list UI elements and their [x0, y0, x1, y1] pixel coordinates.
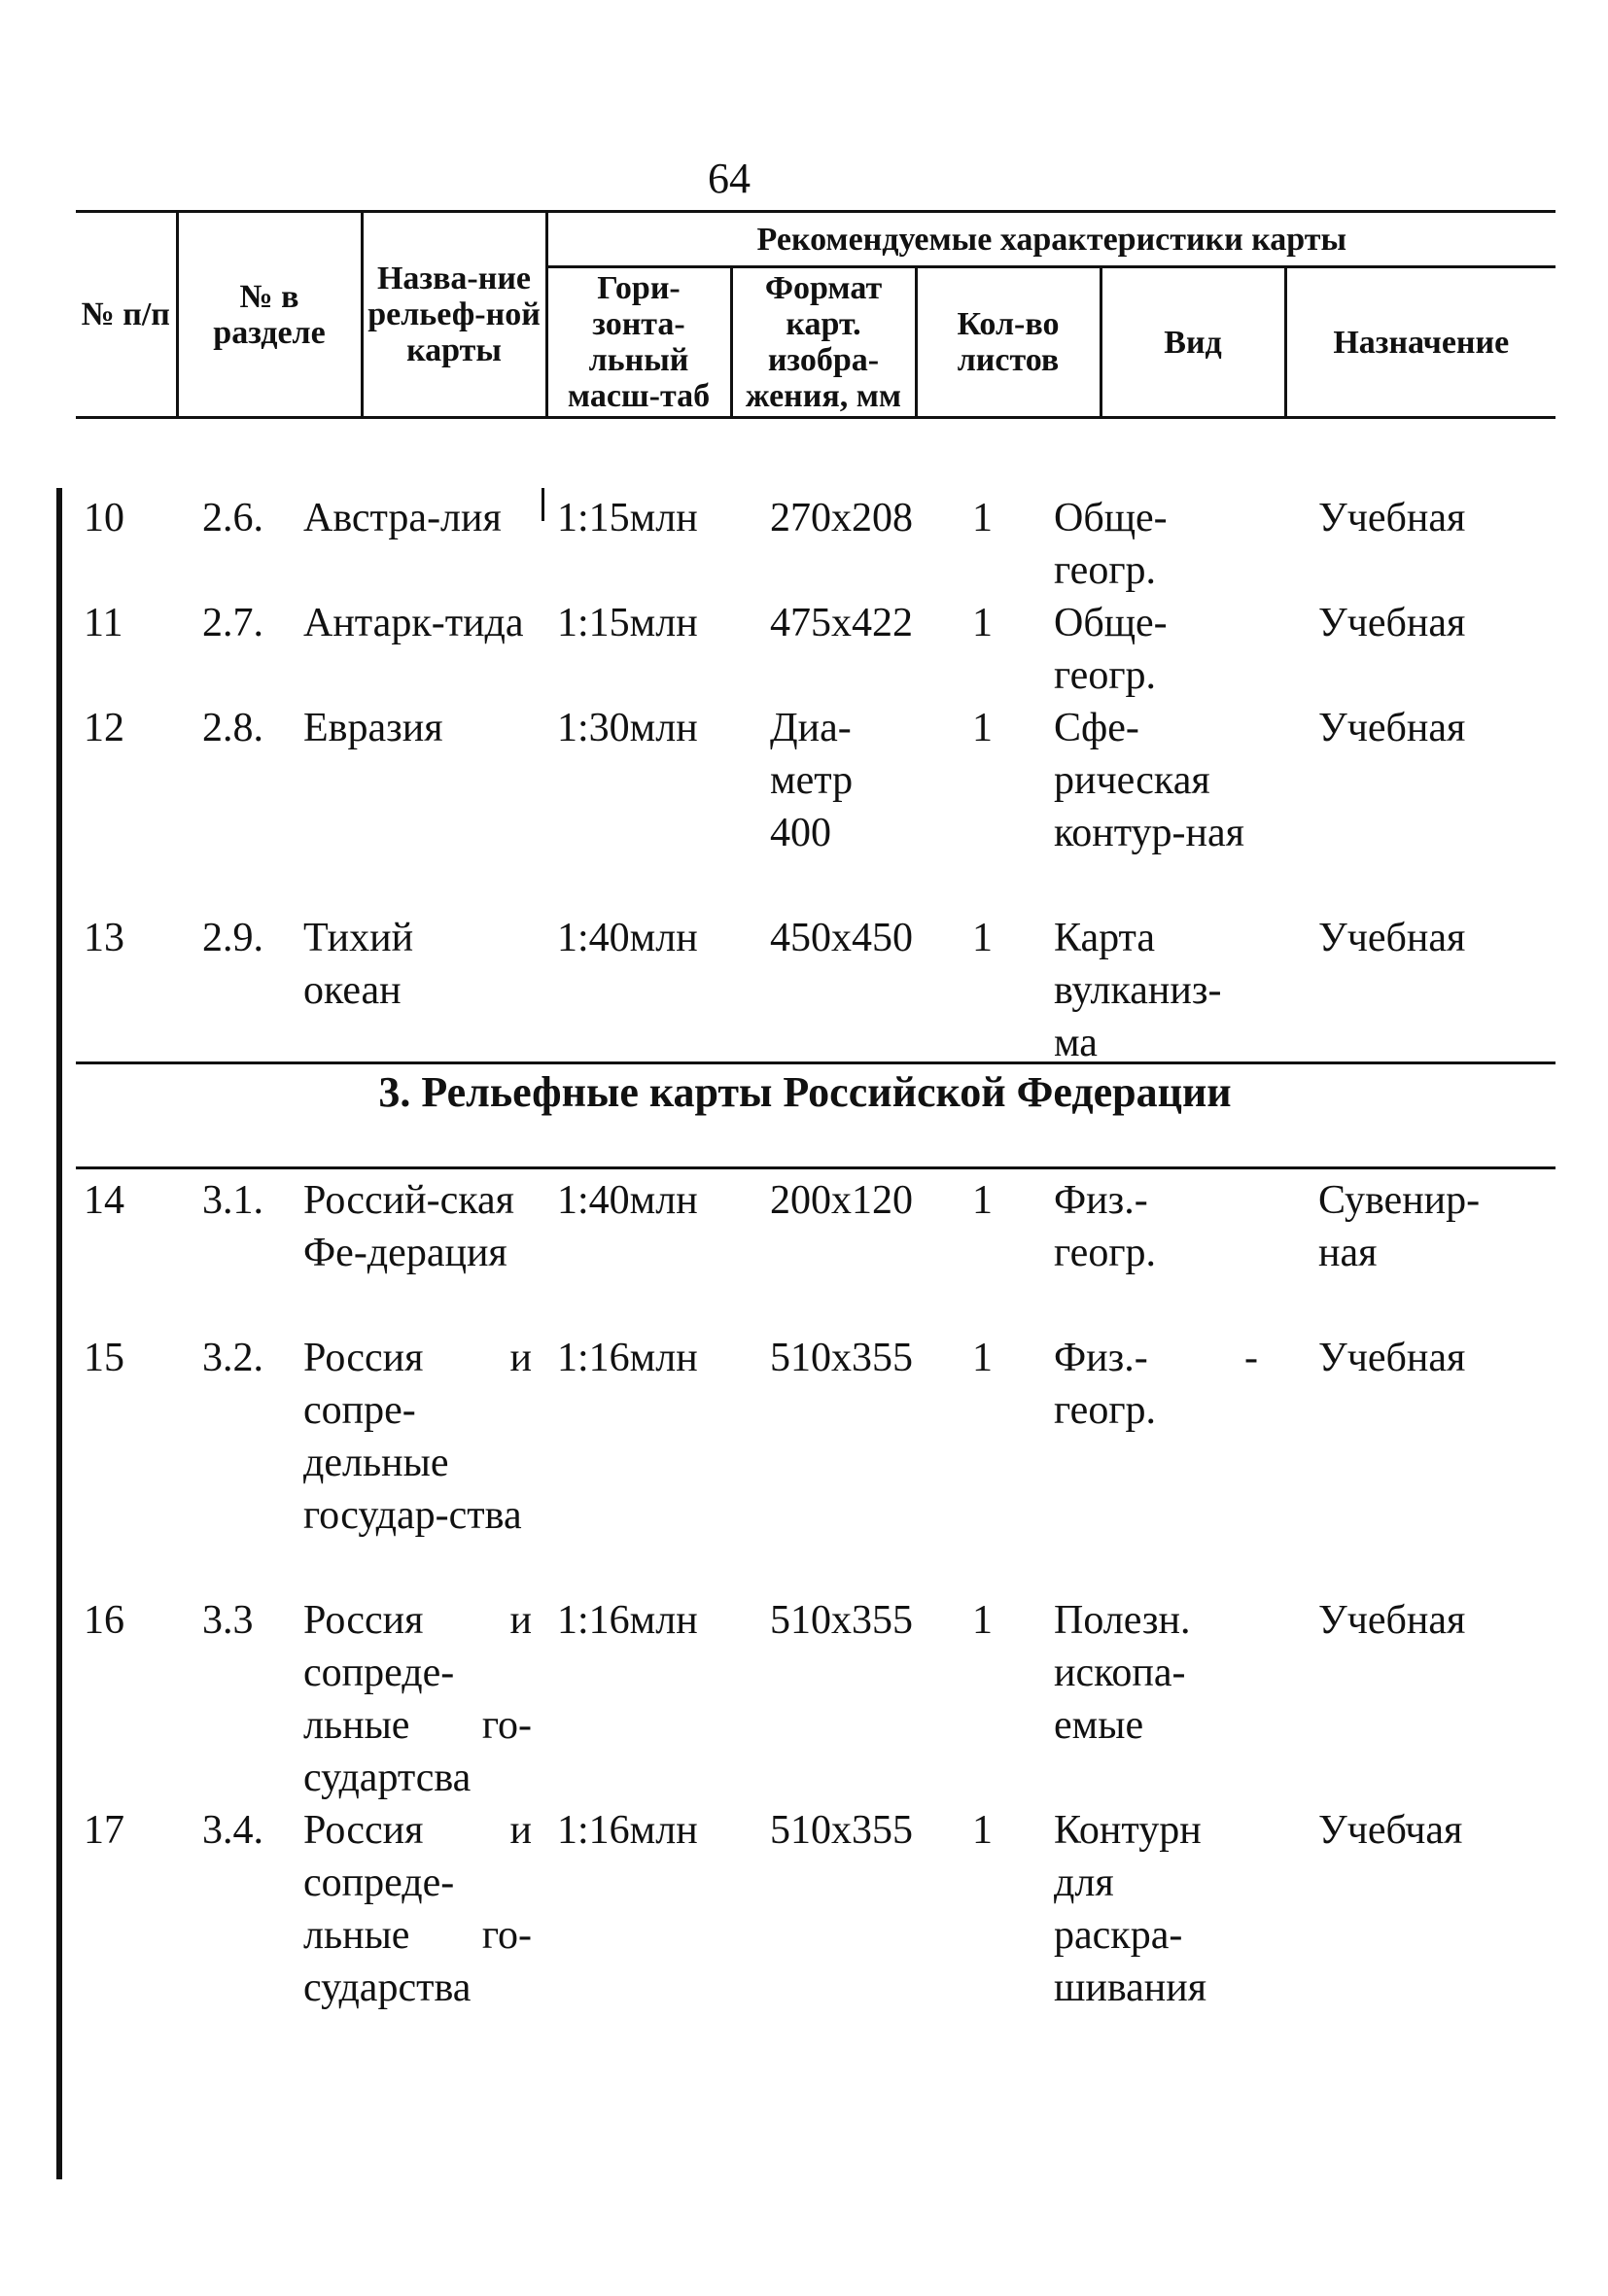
- cell-purpose: Учебная: [1318, 601, 1466, 645]
- cell-section: 3.3: [202, 1598, 254, 1643]
- cell-scale: 1:15млн: [557, 496, 698, 540]
- cell-scale: 1:16млн: [557, 1336, 698, 1380]
- cell-format: 510x355: [770, 1336, 913, 1380]
- cell-name: Россия и сопреде-льные го-судартсва: [303, 1598, 532, 1800]
- cell-type: Карта вулканиз-ма: [1054, 916, 1222, 1065]
- cell-num: 17: [84, 1808, 124, 1853]
- cell-section: 3.1.: [202, 1178, 263, 1223]
- cell-format: 510x355: [770, 1598, 913, 1643]
- table-row: [76, 1594, 1556, 1804]
- cell-quantity: 1: [972, 1178, 993, 1223]
- cell-num: 13: [84, 916, 124, 960]
- cell-scale: 1:16млн: [557, 1808, 698, 1853]
- cell-quantity: 1: [972, 601, 993, 645]
- cell-quantity: 1: [972, 916, 993, 960]
- cell-name: Австра-лия: [303, 496, 502, 540]
- cell-section: 2.8.: [202, 706, 263, 750]
- cell-num: 10: [84, 496, 124, 540]
- cell-num: 11: [84, 601, 123, 645]
- table-row: [76, 912, 1556, 1069]
- cell-num: 15: [84, 1336, 124, 1380]
- table-body-a: [76, 492, 1556, 1069]
- cell-type: Обще-геогр.: [1054, 601, 1168, 698]
- cell-format: 450x450: [770, 916, 913, 960]
- cell-quantity: 1: [972, 1808, 993, 1853]
- cell-section: 3.4.: [202, 1808, 263, 1853]
- divider-line: [76, 1166, 1556, 1169]
- cell-quantity: 1: [972, 1336, 993, 1380]
- cell-type: Физ.-геогр.: [1054, 1178, 1157, 1275]
- header-type: Вид: [1101, 267, 1285, 418]
- cell-scale: 1:15млн: [557, 601, 698, 645]
- header-scale: Гори-зонта-льный масш-таб: [546, 267, 731, 418]
- cell-section: 2.6.: [202, 496, 263, 540]
- cell-type: Обще-геогр.: [1054, 496, 1168, 593]
- cell-quantity: 1: [972, 706, 993, 750]
- table-body-b: [76, 1174, 1556, 2014]
- cell-purpose: Учебная: [1318, 1336, 1466, 1380]
- header-map-name: Назва-ние рельеф-ной карты: [362, 212, 546, 418]
- cell-format: 200x120: [770, 1178, 913, 1223]
- cell-num: 14: [84, 1178, 124, 1223]
- header-num: № п/п: [76, 212, 177, 418]
- cell-type: Контурн для раскра-шивания: [1054, 1808, 1207, 2010]
- cell-purpose: Сувенир-ная: [1318, 1178, 1481, 1275]
- cell-format: 270x208: [770, 496, 913, 540]
- cell-scale: 1:30млн: [557, 706, 698, 750]
- cell-purpose: Учебная: [1318, 496, 1466, 540]
- cell-section: 2.9.: [202, 916, 263, 960]
- table-row: [76, 492, 1556, 597]
- cell-quantity: 1: [972, 496, 993, 540]
- cell-format: 475x422: [770, 601, 913, 645]
- cell-section: 3.2.: [202, 1336, 263, 1380]
- cell-purpose: Учебная: [1318, 1598, 1466, 1643]
- cell-purpose: Учебная: [1318, 706, 1466, 750]
- section-title: 3. Рельефные карты Российской Федерации: [378, 1068, 1232, 1116]
- header-format: Формат карт. изобра-жения, мм: [731, 267, 916, 418]
- cell-section: 2.7.: [202, 601, 263, 645]
- cell-scale: 1:16млн: [557, 1598, 698, 1643]
- cell-format: Диа-метр 400: [770, 706, 854, 855]
- cell-type: Полезн. ископа-емые: [1054, 1598, 1191, 1748]
- cell-name: Антарк-тида: [303, 601, 524, 645]
- table-row: [76, 702, 1556, 912]
- cell-quantity: 1: [972, 1598, 993, 1643]
- table-row: [76, 1804, 1556, 2014]
- cell-scale: 1:40млн: [557, 1178, 698, 1223]
- table-header: [76, 210, 1556, 419]
- cell-num: 12: [84, 706, 124, 750]
- left-margin-line: [56, 488, 62, 2179]
- table-row: [76, 597, 1556, 702]
- cell-format: 510x355: [770, 1808, 913, 1853]
- page-number: 64: [708, 155, 751, 202]
- cell-type: Физ.- - геогр.: [1054, 1336, 1258, 1433]
- cell-type: Сфе-рическая контур-ная: [1054, 706, 1244, 855]
- cell-name: Тихий океан: [303, 916, 414, 1013]
- cell-num: 16: [84, 1598, 124, 1643]
- header-characteristics: Рекомендуемые характеристики карты: [546, 212, 1556, 267]
- header-section: № в разделе: [177, 212, 362, 418]
- cell-name: Евразия: [303, 706, 443, 750]
- cell-name: Россия и сопре-дельные государ-ства: [303, 1336, 532, 1538]
- cell-purpose: Учебчая: [1318, 1808, 1463, 1853]
- header-quantity: Кол-во листов: [916, 267, 1101, 418]
- cell-name: Россия и сопреде-льные го-сударства: [303, 1808, 532, 2010]
- header-purpose: Назначение: [1285, 267, 1556, 418]
- table-row: [76, 1174, 1556, 1332]
- divider-line: [76, 1061, 1556, 1064]
- cell-purpose: Учебная: [1318, 916, 1466, 960]
- cell-scale: 1:40млн: [557, 916, 698, 960]
- table-row: [76, 1332, 1556, 1594]
- cell-name: Россий-ская Фе-дерация: [303, 1178, 514, 1275]
